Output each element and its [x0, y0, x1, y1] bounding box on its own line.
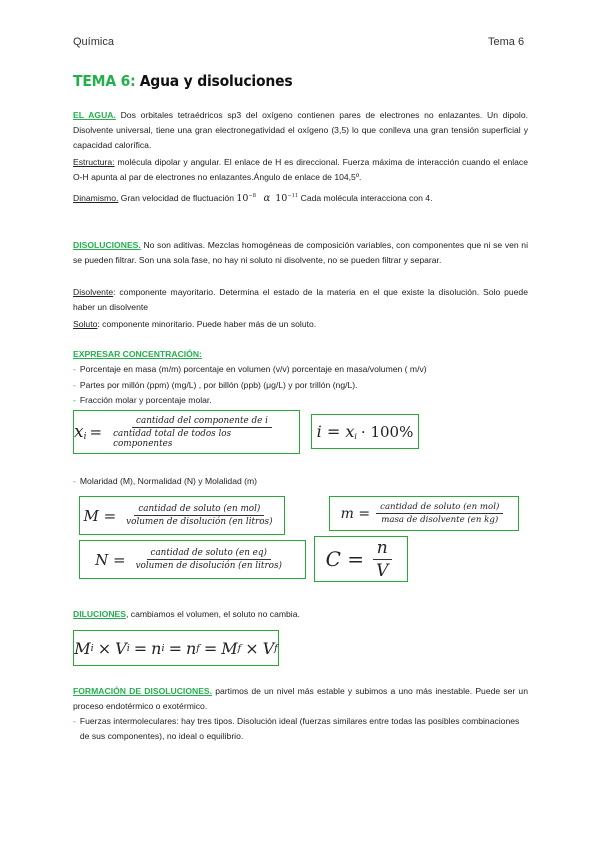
- formula-m-den: masa de disolvente (en kg): [381, 515, 499, 525]
- list-item-molaridad: - Molaridad (M), Normalidad (N) y Molalidad (m): [73, 476, 258, 486]
- dil-V: V: [262, 638, 275, 658]
- concentracion-label: EXPRESAR CONCENTRACIÓN:: [73, 349, 202, 359]
- header-topic: Tema 6: [488, 36, 525, 48]
- soluto-label: Soluto: [73, 319, 98, 329]
- dinamismo-base2: 10: [275, 192, 288, 204]
- diluciones-label: DILUCIONES: [73, 609, 126, 619]
- agua-label: EL AGUA.: [73, 110, 116, 120]
- dinamismo-tail: Cada molécula interacciona con 4.: [298, 192, 433, 203]
- dil-op: ×: [97, 638, 112, 658]
- dinamismo-exp1: −8: [248, 193, 257, 199]
- formula-xi-lhs: x: [74, 422, 84, 442]
- formacion-label: FORMACIÓN DE DISOLUCIONES.: [73, 686, 213, 696]
- disoluciones-label: DISOLUCIONES.: [73, 240, 141, 250]
- formula-dilution: [73, 630, 279, 666]
- dil-sub: i: [161, 642, 165, 654]
- soluto-text: : componente minoritario. Puede haber más de un soluto.: [97, 319, 317, 329]
- list-item: - Fracción molar y porcentaje molar.: [73, 395, 212, 405]
- formula-concentration: [314, 536, 408, 582]
- dil-sub: f: [274, 642, 278, 654]
- dinamismo-text: Gran velocidad de fluctuación: [118, 192, 237, 203]
- formula-xi-sub: i: [83, 432, 87, 442]
- formula-molarity: [79, 496, 285, 535]
- dil-M: M: [74, 638, 91, 658]
- formula-M-num: cantidad de soluto (en mol): [134, 504, 264, 516]
- formula-xi-num: cantidad del componente de i: [132, 416, 272, 428]
- dinamismo-label: Dinamismo.: [73, 192, 119, 203]
- dinamismo-exp2: −11: [287, 193, 299, 199]
- formula-pct-rhs: · 100%: [360, 422, 414, 441]
- title-prefix: TEMA 6:: [73, 72, 136, 90]
- list-item-text: Porcentaje en masa (m/m) porcentaje en volumen (v/v) porcentaje en masa/volumen ( m/v): [79, 364, 427, 374]
- dil-sub: i: [126, 642, 130, 654]
- disolvente-paragraph: [73, 285, 528, 315]
- dil-op: =: [203, 638, 218, 658]
- dil-op: ×: [245, 638, 259, 658]
- list-item: - Porcentaje en masa (m/m) porcentaje en volumen (v/v) porcentaje en masa/volumen ( m/v): [73, 364, 427, 374]
- dil-n: n: [185, 638, 197, 658]
- formula-normality: [79, 540, 306, 579]
- formula-m-num: cantidad de soluto (en mol): [376, 502, 503, 514]
- dil-op: =: [168, 638, 182, 658]
- formacion-text: partimos de un nivel más estable y subimos a uno más inestable. Puede ser un proceso endotérmico o exotérmico.: [73, 686, 528, 712]
- formula-M-lhs: M =: [83, 506, 117, 525]
- estructura-paragraph: [73, 155, 528, 185]
- formacion-paragraph: [73, 684, 528, 714]
- list-item-text: Molaridad (M), Normalidad (N) y Molalidad (m): [79, 476, 258, 486]
- dinamismo-paragraph: [73, 189, 528, 206]
- dil-V: V: [115, 638, 127, 658]
- formacion-item: - Fuerzas intermoleculares: hay tres tipos. Disolución ideal (fuerzas similares entre todas las posibles combinaciones de sus componentes), no ideal o equilibrio.: [73, 714, 528, 744]
- formula-mole-fraction: x $_i$ = $\frac{\text{cantidad del componente de i}}{\text{cantidad total de todos los componentes}}$: [73, 410, 300, 454]
- agua-paragraph: [73, 108, 528, 154]
- list-item-text: Fracción molar y porcentaje molar.: [79, 395, 212, 405]
- list-item: - Partes por millón (ppm) (mg/L) , por billón (ppb) (μg/L) y por trillón (ng/L).: [73, 380, 358, 390]
- formula-pct-sub: i: [354, 432, 357, 441]
- estructura-text: molécula dipolar y angular. El enlace de H es direccional. Fuerza máxima de interacción cuando el enlace O-H apunta al par de electrones no enlazantes.Ángulo de enlace de 104,5º.: [73, 157, 528, 183]
- disolvente-text: : componente mayoritario. Determina el estado de la materia en el que existe la disolución. Solo puede haber un disolvente: [73, 287, 528, 313]
- dinamismo-alpha: α: [263, 192, 271, 204]
- diluciones-paragraph: [73, 607, 528, 622]
- disolvente-label: Disolvente: [73, 287, 114, 297]
- formula-N-num: cantidad de soluto (en eq): [147, 548, 271, 560]
- dil-sub: i: [90, 642, 94, 654]
- diluciones-text: , cambiamos el volumen, el soluto no cambia.: [126, 609, 300, 619]
- formula-C-den: V: [376, 560, 389, 581]
- formula-molar-percent: [311, 414, 419, 449]
- soluto-paragraph: [73, 317, 528, 332]
- formacion-item-text: Fuerzas intermoleculares: hay tres tipos. Disolución ideal (fuerzas similares entre todas las posibles combinaciones de sus componentes), no ideal o equilibrio.: [79, 716, 520, 742]
- disoluciones-paragraph: [73, 238, 528, 268]
- formula-N-lhs: N =: [95, 550, 126, 569]
- dil-sub: f: [196, 642, 200, 654]
- estructura-label: Estructura:: [73, 157, 115, 167]
- dil-sub: f: [237, 642, 242, 654]
- disoluciones-text: No son aditivas. Mezclas homogéneas de composición variables, con componentes que ni se ven ni se pueden filtrar. Son una sola fase, no hay ni soluto ni disolvente, no se pueden filtrar y separar.: [73, 240, 528, 266]
- formula-C-lhs: C =: [325, 547, 365, 571]
- dil-op: =: [133, 638, 148, 658]
- dil-n: n: [151, 638, 162, 658]
- header-subject: Química: [73, 36, 114, 48]
- agua-text: Dos orbitales tetraédricos sp3 del oxígeno contienen pares de electrones no enlazantes. Un dipolo. Disolvente universal, tiene una gran electronegatividad el oxígeno (3,5) lo que conlleva una gran tensión superficial y capacidad calorífica.: [73, 110, 529, 151]
- dinamismo-base1: 10: [236, 192, 249, 204]
- formula-pct-lhs: i = x: [316, 422, 355, 441]
- list-item-text: Partes por millón (ppm) (mg/L) , por billón (ppb) (μg/L) y por trillón (ng/L).: [79, 380, 358, 390]
- formula-xi-den: cantidad total de todos los componentes: [113, 428, 232, 449]
- formula-C-num: n: [373, 538, 392, 560]
- formula-N-den: volumen de disolución (en litros): [135, 561, 282, 571]
- page-title: [73, 72, 292, 90]
- formula-m-lhs: m =: [340, 505, 371, 522]
- concentracion-heading: [73, 347, 528, 362]
- formula-M-den: volumen de disolución (en litros): [126, 517, 273, 527]
- title-text: Agua y disoluciones: [139, 72, 293, 90]
- dil-M: M: [221, 638, 238, 658]
- formula-molality: [329, 496, 519, 531]
